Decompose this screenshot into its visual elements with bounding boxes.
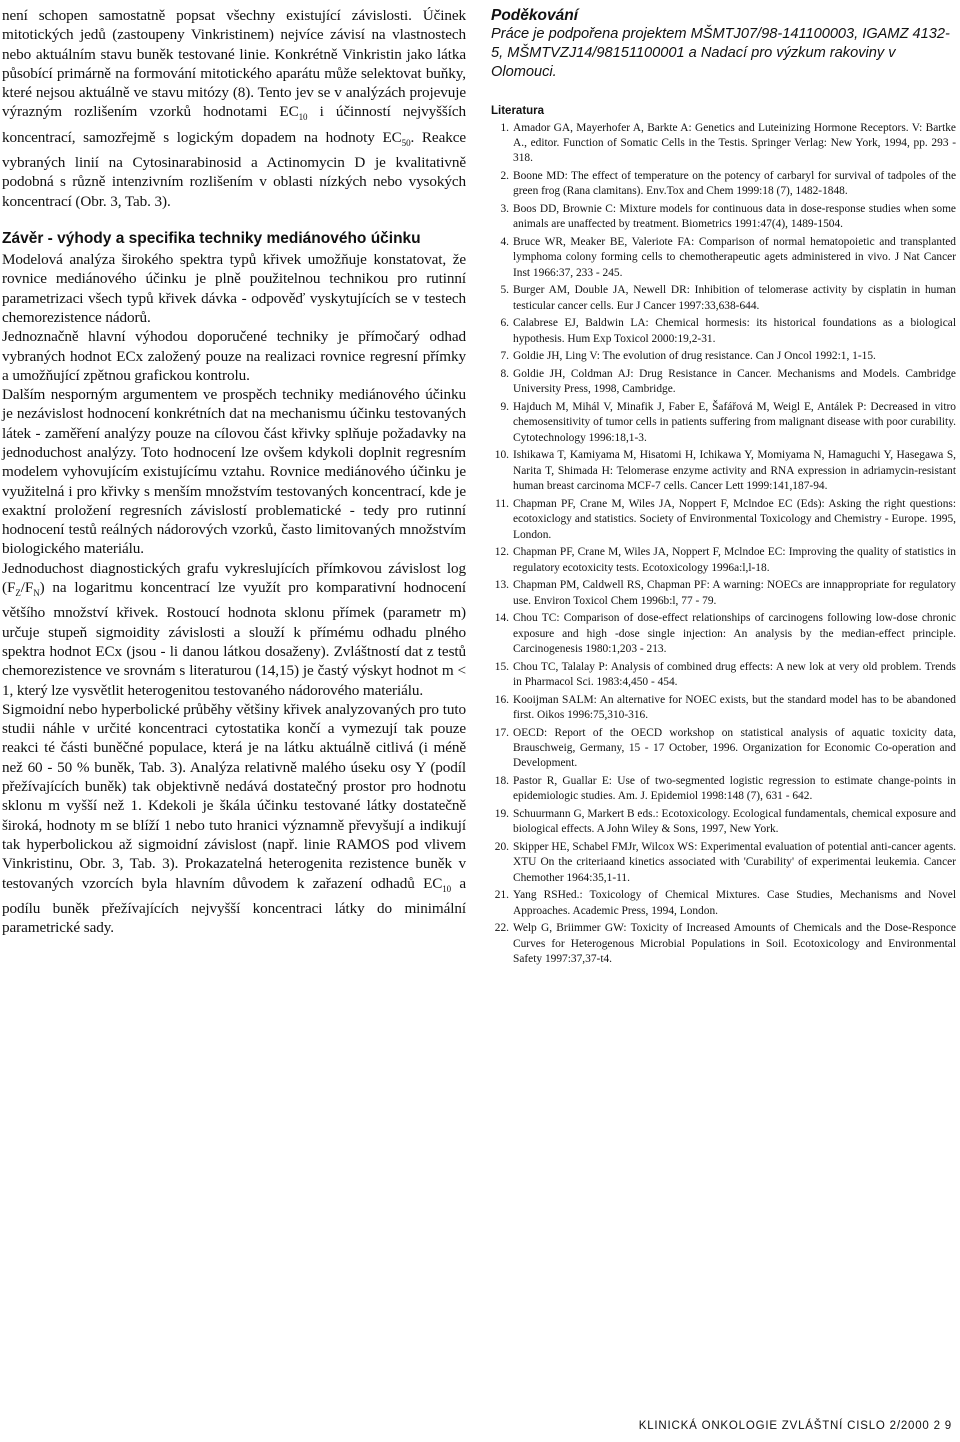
reference-item <box>491 611 956 657</box>
reference-item <box>491 400 956 446</box>
reference-text: Kooijman SALM: An alternative for NOEC exists, but the standard model has to be abandoned first. Oikos 1996:75,310-316. <box>513 693 956 722</box>
paragraph-main-advantage: Jednoznačně hlavní výhodou doporučené techniky je přímočarý odhad vybraných hodnot ECx založený pouze na realizaci rovnice regresní přímky a umožňující zpětnou grafickou kontrolu. <box>2 328 466 384</box>
reference-number: 5. <box>500 284 509 297</box>
reference-number: 4. <box>500 236 509 249</box>
reference-item <box>491 121 956 167</box>
reference-text: Schuurmann G, Markert B eds.: Ecotoxicology. Ecological fundamentals, chemical exposure and biological effects. A John Wiley & Sons, 1997, New York. <box>513 808 956 836</box>
reference-number: 9. <box>500 401 509 414</box>
reference-item <box>491 693 956 724</box>
reference-text: OECD: Report of the OECD workshop on statistical analysis of aquatic toxicity data, Brauschweig, Germany, 15 - 17 October, 1996. Organization for Economic Co-operation and Development. <box>513 726 956 770</box>
reference-number: 2. <box>500 170 509 183</box>
reference-text: Burger AM, Double JA, Newell DR: Inhibition of telomerase activity by cisplatin in human testicular cancer cells. Eur J Cancer 1997:33,638-644. <box>513 284 956 312</box>
reference-number: 17. <box>494 726 509 739</box>
reference-item <box>491 888 956 919</box>
paragraph-vinkristin: není schopen samostatně popsat všechny existující závislosti. Účinek mitotických jedů (zastoupeny Vinkristinem) nejvíce závisí na vlastnostech nebo aktuálním stavu buněk testované linie. Konkrétně Vinkristin jako látka působící primárně na formování mitotického aparátu může selektovat buňky, které nejsou aktuálně ve stavu mitózy (8). Tento jev se v analýzách projevuje výrazným rozlišením vzorků hodnotami $EC_{10}$ i účinností nejvyšších koncentrací, samozřejmě s logickým dopadem na hodnoty $EC_{50}$. Reakce vybraných linií na Cytosinarabinosid a Actinomycin D je kvalitativně podobná s různě intenzivním rozlišením v oblasti nízkých nebo vysokých koncentrací (Obr. 3, Tab. 3). <box>2 7 466 210</box>
reference-item <box>491 316 956 347</box>
reference-item <box>491 921 956 967</box>
reference-text: Calabrese EJ, Baldwin LA: Chemical hormesis: its historical foundations as a biological hypothesis. Hum Exp Toxicol 2000:19,2-31. <box>513 317 956 345</box>
reference-text: Chou TC: Comparison of dose-effect relationships of carcinogens following low-dose chronic exposure and high -dose single injection: An analysis by the median-effect principle. Carcinogenesis 1980:1,203 - 213. <box>513 612 956 656</box>
reference-number: 18. <box>494 775 509 788</box>
reference-number: 8. <box>500 368 509 381</box>
reference-text: Goldie JH, Ling V: The evolution of drug resistance. Can J Oncol 1992:1, 1-15. <box>513 350 876 363</box>
reference-item <box>491 840 956 886</box>
reference-text: Hajduch M, Mihál V, Minafik J, Faber E, Šafářová M, Weigl E, Antálek P: Decreased in vitro chemosensitivity of tumor cells in patients suffering from malignant disease with poor curability. Cytotechnology 1996:18,1-3. <box>513 401 956 444</box>
reference-item <box>491 448 956 494</box>
reference-item <box>491 349 956 364</box>
right-column <box>491 6 956 970</box>
reference-text: Boos DD, Brownie C: Mixture models for continuous data in dose-response studies when some animals are unaffected by treatment. Biometrics 1991:47(4), 1489-1504. <box>513 203 956 231</box>
page-footer: KLINICKÁ ONKOLOGIE ZVLÁŠTNÍ CISLO 2/2000 2 9 <box>638 1420 952 1432</box>
reference-number: 7. <box>500 350 509 363</box>
reference-number: 15. <box>494 660 509 673</box>
reference-item <box>491 283 956 314</box>
reference-number: 10. <box>494 449 509 462</box>
reference-number: 11. <box>495 497 509 510</box>
reference-number: 22. <box>494 922 509 935</box>
reference-text: Chapman PF, Crane M, Wiles JA, Noppert F, Mclndoe EC: Improving the quality of statistics in regulatory ecotoxicity tests. Ecotoxicology 1996a:l,l-18. <box>513 546 956 574</box>
reference-text: Chou TC, Talalay P: Analysis of combined drug effects: A new lok at very old problem. Trends in Pharmacol Sci. 1983:4,450 - 454. <box>513 660 956 689</box>
reference-number: 1. <box>500 121 509 134</box>
reference-item <box>491 545 956 576</box>
reference-list <box>491 121 956 968</box>
paragraph-model-analysis: Modelová analýza širokého spektra typů křivek umožňuje konstatovat, že rovnice mediánového účinku je plně použitelnou technikou pro rutinní parametrizaci všech typů křivek dávka - odpověď vyskytujících se v testech chemorezistence nádorů. <box>2 251 466 326</box>
reference-number: 13. <box>494 579 509 592</box>
reference-text: Skipper HE, Schabel FMJr, Wilcox WS: Experimental evaluation of potential anti-cancer agents. XTU On the criteriaand kinetics associated with 'Curability' of experimentai leukemia. Cancer Chemother 1964:35,1-11. <box>513 841 956 884</box>
reference-text: Amador GA, Mayerhofer A, Barkte A: Genetics and Luteinizing Hormone Receptors. V: Bartke A., editor. Function of Somatic Cells in the Testis. Springer Verlag: New York, 1994, pp. 293 - 318. <box>513 121 956 165</box>
reference-number: 6. <box>500 317 509 330</box>
reference-item <box>491 807 956 838</box>
reference-text: Yang RSHed.: Toxicology of Chemical Mixtures. Case Studies, Mechanisms and Novel Approaches. Academic Press, 1994, London. <box>513 889 956 917</box>
acknowledgement-text: Práce je podpořena projektem MŠMTJ07/98-141100003, IGAMZ 4132-5, MŠMTVZJ14/98151100001 a Nadací pro výzkum rakoviny v Olomouci. <box>491 26 950 81</box>
reference-item <box>491 497 956 543</box>
left-column <box>2 6 466 937</box>
reference-item <box>491 578 956 609</box>
reference-text: Bruce WR, Meaker BE, Valeriote FA: Comparison of normal hematopoietic and transplanted lymphoma colony forming cells to chemotherapeutic agets administered in vivo. J Nat Cancer Inst 1966:37, 233 - 245. <box>513 236 956 279</box>
section-heading-zaver: Závěr - výhody a specifika techniky mediánového účinku <box>2 230 421 248</box>
reference-item <box>491 169 956 200</box>
reference-text: Chapman PF, Crane M, Wiles JA, Noppert F, Mclndoe EC (Eds): Asking the right questions: ecotoxiclogy and statistics. Society of Environmental Toxicology and Chemistry - Europe. 1995, London. <box>513 497 956 541</box>
reference-number: 12. <box>494 546 509 559</box>
reference-number: 14. <box>494 612 509 625</box>
reference-number: 21. <box>494 889 509 902</box>
reference-item <box>491 660 956 691</box>
reference-item <box>491 202 956 233</box>
paragraph-diagnostic-graphs: Jednoduchost diagnostických grafu vykreslujících přímkovou závislost $\log (F_Z/F_N)$ na logaritmu koncentrací lze využít pro komparativní hodnocení většího množství křivek. Rostoucí hodnota sklonu přímek (parametr m) určuje stupeň sigmoidity závislosti a slouží k přímému odhadu plného spektra hodnot ECx (jsou - li danou látkou dosaženy). Zvláštností dat z testů chemorezistence ve srovnám s literaturou (14,15) je častý výskyt hodnot m < 1, který lze vysvětlit heterogenitou testovaného nádorového materiálu. <box>2 559 466 699</box>
literature-title: Literatura <box>491 104 545 117</box>
subscript-10: 10 <box>298 112 308 123</box>
reference-item <box>491 235 956 281</box>
reference-text: Boone MD: The effect of temperature on the potency of carbaryl for survival of tadpoles of the green frog (Rana clamitans). Env.Tox and Chem 1999:18 (7), 1482-1848. <box>513 170 956 198</box>
reference-number: 3. <box>500 203 509 216</box>
reference-item <box>491 726 956 772</box>
reference-number: 20. <box>494 841 509 854</box>
reference-text: Ishikawa T, Kamiyama M, Hisatomi H, Ichikawa Y, Momiyama N, Hamaguchi Y, Hasegawa S, Narita T, Shimada H: Telomerase enzyme activity and RNA expression in adriamycin-resistant human breast carcinoma MCF-7 cells. Cancer Lett 1999:141,187-94. <box>513 449 956 493</box>
paragraph-further-argument: Dalším nesporným argumentem ve prospěch techniky mediánového účinku je nezávislost hodnocení konkrétních dat na mechanismu účinku testovaných látek - zaměření analýzy pouze na cílovou část křivky splňuje požadavky na jednoduchost analýzy. Toto hodnocení lze ovšem kdykoli doplnit regresním modelem vyhovujícím existujícímu vztahu. Rovnice mediánového účinku je využitelná i pro křivky s menším množstvím testovaných koncentrací, kde je exaktní proložení regresních závislostí problematické - tedy pro rutinní hodnocení testů reálných nádorových vzorků, často limitovaných množstvím biologického materiálu. <box>2 386 466 558</box>
reference-text: Pastor R, Guallar E: Use of two-segmented logistic regression to estimate change-points in epidemiologic studies. Am. J. Epidemiol 1998:148 (7), 631 - 642. <box>513 775 956 803</box>
subscript-50: 50 <box>401 137 411 148</box>
reference-item <box>491 774 956 805</box>
reference-number: 19. <box>494 808 509 821</box>
reference-text: Chapman PM, Caldwell RS, Chapman PF: A warning: NOECs are innappropriate for regulatory use. Environ Toxicol Chem 1996b:l, 77 - 79. <box>513 579 956 607</box>
reference-text: Welp G, Briimmer GW: Toxicity of Increased Amounts of Chemicals and the Dose-Responce Curves for Heterogenous Microbial Populations in Soil. Ecotoxicology and Environmental Safety 1997:37,37-t4. <box>513 922 956 966</box>
paragraph-sigmoid-curves: Sigmoidní nebo hyperbolické průběhy většiny křivek analyzovaných pro tuto studii náhle v určité koncentraci cytostatika končí a vymezují tak pouze reakci té části buněčné populace, která je na látku aktuálně citlivá (i méně než 60 - 50 % buněk, Tab. 3). Analýza relativně malého úseku osy Y (podíl přežívajících buněk) tak objektivně nedává dostatečný prostor pro hodnotu sklonu m vyšší než 1. Kdekoli je škála účinku testované látky dostatečně široká, hodnoty m se blíží 1 nebo tuto hranici významně převyšují a indikují tak hyperbolickou až sigmoidní závislost (např. linie RAMOS pod vlivem Vinkristinu, Obr. 3, Tab. 3). Prokazatelná heterogenita rezistence buněk v testovaných vzorcích byla hlavním důvodem k zařazení odhadů $EC_{10}$ a podílu buněk přežívajících nejvyšší koncentraci látky do minimální parametrické sady. <box>2 700 466 937</box>
acknowledgement-title: Poděkování <box>491 7 578 24</box>
reference-number: 16. <box>494 693 509 706</box>
reference-item <box>491 367 956 398</box>
reference-text: Goldie JH, Coldman AJ: Drug Resistance in Cancer. Mechanisms and Models. Cambridge University Press, 1998, Cambridge. <box>513 368 956 396</box>
